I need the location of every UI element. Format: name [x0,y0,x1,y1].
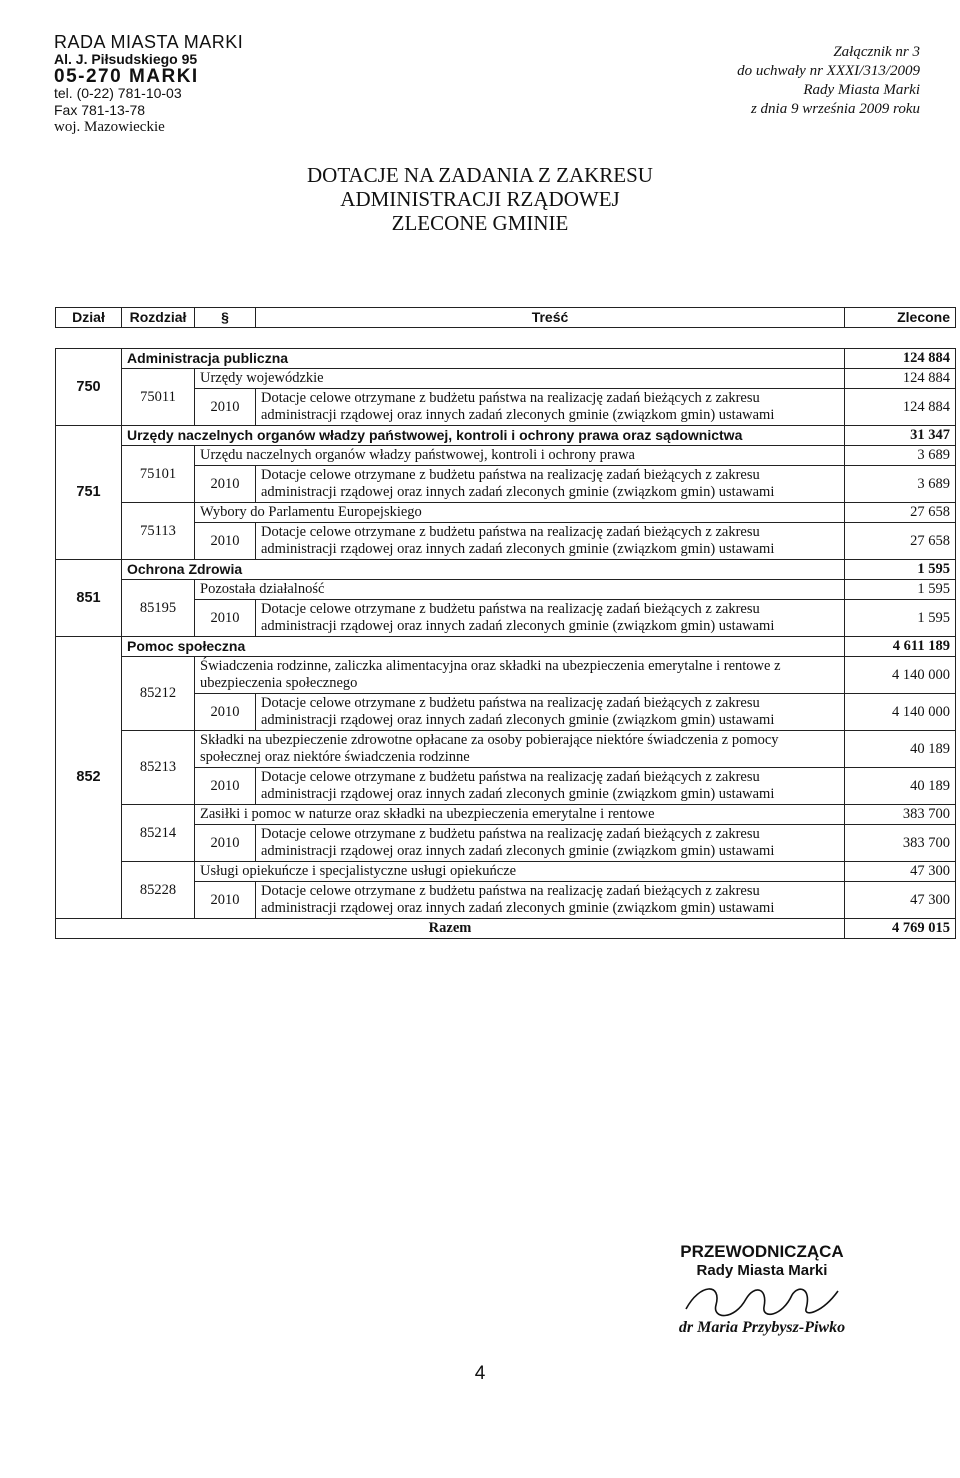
rozdzial-code: 75101 [122,446,195,503]
section-amount: 1 595 [845,560,956,580]
total-amount: 4 769 015 [845,919,956,939]
rozdzial-name: Świadczenia rodzinne, zaliczka alimentacyjna oraz składki na ubezpieczenia emerytalne i rentowe z ubezpieczenia społecznego [195,657,845,694]
rozdzial-name: Usługi opiekuńcze i specjalistyczne usługi opiekuńcze [195,862,845,882]
header-tresc: Treść [256,308,845,328]
paragraph-description: Dotacje celowe otrzymane z budżetu państwa na realizację zadań bieżących z zakresu administracji rządowej oraz innych zadań zleconych gminie (związkom gmin) ustawami [256,694,845,731]
rozdzial-code: 85213 [122,731,195,805]
table-row [56,446,956,466]
stamp-line: woj. Mazowieckie [54,119,165,135]
rozdzial-amount: 27 658 [845,503,956,523]
stamp-line: Al. J. Piłsudskiego 95 [54,51,198,67]
table-row [56,637,956,657]
paragraph-code: 2010 [195,523,256,560]
rozdzial-code: 85195 [122,580,195,637]
section-name: Administracja publiczna [122,349,845,369]
rozdzial-amount: 124 884 [845,369,956,389]
paragraph-code: 2010 [195,825,256,862]
section-name: Urzędy naczelnych organów władzy państwowej, kontroli i ochrony prawa oraz sądownictwa [122,426,845,446]
rozdzial-name: Pozostała działalność [195,580,845,600]
rozdzial-name: Wybory do Parlamentu Europejskiego [195,503,845,523]
paragraph-amount: 47 300 [845,882,956,919]
paragraph-description: Dotacje celowe otrzymane z budżetu państwa na realizację zadań bieżących z zakresu administracji rządowej oraz innych zadań zleconych gminie (związkom gmin) ustawami [256,466,845,503]
table-row [56,731,956,768]
dzial-851: 851 [56,560,122,637]
paragraph-description: Dotacje celowe otrzymane z budżetu państwa na realizację zadań bieżących z zakresu administracji rządowej oraz innych zadań zleconych gminie (związkom gmin) ustawami [256,389,845,426]
table-row [56,580,956,600]
section-amount: 31 347 [845,426,956,446]
title-line: DOTACJE NA ZADANIA Z ZAKRESU [307,163,653,187]
stamp-line: RADA MIASTA MARKI [54,32,244,52]
header-dzial: Dział [56,308,122,328]
rozdzial-code: 75113 [122,503,195,560]
rozdzial-name: Urzędy wojewódzkie [195,369,845,389]
table-row [56,369,956,389]
stamp-line: tel. (0-22) 781-10-03 [54,85,182,101]
header-zlecone: Zlecone [845,308,956,328]
table-header-row [56,308,956,328]
section-name: Ochrona Zdrowia [122,560,845,580]
signature-block [612,1242,912,1337]
header-rozdzial: Rozdział [122,308,195,328]
rozdzial-code: 85214 [122,805,195,862]
rozdzial-code: 75011 [122,369,195,426]
table-row [56,862,956,882]
rozdzial-name: Zasiłki i pomoc w naturze oraz składki na ubezpieczenia emerytalne i rentowe [195,805,845,825]
paragraph-description: Dotacje celowe otrzymane z budżetu państwa na realizację zadań bieżących z zakresu administracji rządowej oraz innych zadań zleconych gminie (związkom gmin) ustawami [256,600,845,637]
dzial-751: 751 [56,426,122,560]
annex-note [737,43,920,119]
header-paragraph: § [195,308,256,328]
dzial-750: 750 [56,349,122,426]
rozdzial-amount: 383 700 [845,805,956,825]
rozdzial-amount: 1 595 [845,580,956,600]
signatory-name: dr Maria Przybysz-Piwko [678,1319,846,1336]
table-row [56,805,956,825]
title-line: ADMINISTRACJI RZĄDOWEJ [340,187,620,211]
signature-council: Rady Miasta Marki [696,1262,828,1279]
paragraph-amount: 4 140 000 [845,694,956,731]
rozdzial-name: Urzędu naczelnych organów władzy państwowej, kontroli i ochrony prawa [195,446,845,466]
council-stamp [54,34,243,136]
paragraph-code: 2010 [195,768,256,805]
annex-line: do uchwały nr XXXI/313/2009 [737,63,920,79]
total-row [56,919,956,939]
paragraph-amount: 27 658 [845,523,956,560]
paragraph-amount: 40 189 [845,768,956,805]
stamp-line: Fax 781-13-78 [54,102,146,118]
paragraph-code: 2010 [195,882,256,919]
section-name: Pomoc społeczna [122,637,845,657]
paragraph-amount: 124 884 [845,389,956,426]
signature-title: PRZEWODNICZĄCA [680,1242,844,1261]
stamp-line: 05-270 MARKI [54,66,199,87]
table-row [56,560,956,580]
rozdzial-amount: 40 189 [845,731,956,768]
paragraph-description: Dotacje celowe otrzymane z budżetu państwa na realizację zadań bieżących z zakresu administracji rządowej oraz innych zadań zleconych gminie (związkom gmin) ustawami [256,825,845,862]
paragraph-code: 2010 [195,466,256,503]
section-amount: 124 884 [845,349,956,369]
spacer-row [56,328,956,349]
paragraph-code: 2010 [195,600,256,637]
paragraph-description: Dotacje celowe otrzymane z budżetu państwa na realizację zadań bieżących z zakresu administracji rządowej oraz innych zadań zleconych gminie (związkom gmin) ustawami [256,768,845,805]
rozdzial-amount: 3 689 [845,446,956,466]
table-row [56,657,956,694]
page-number: 4 [474,1363,486,1384]
paragraph-code: 2010 [195,694,256,731]
annex-line: Załącznik nr 3 [833,44,920,60]
table-row [56,349,956,369]
rozdzial-code: 85212 [122,657,195,731]
table-row [56,426,956,446]
dzial-852: 852 [56,637,122,919]
section-amount: 4 611 189 [845,637,956,657]
rozdzial-amount: 47 300 [845,862,956,882]
paragraph-amount: 3 689 [845,466,956,503]
annex-line: Rady Miasta Marki [803,82,920,98]
paragraph-description: Dotacje celowe otrzymane z budżetu państwa na realizację zadań bieżących z zakresu administracji rządowej oraz innych zadań zleconych gminie (związkom gmin) ustawami [256,523,845,560]
annex-line: z dnia 9 września 2009 roku [750,101,920,117]
paragraph-description: Dotacje celowe otrzymane z budżetu państwa na realizację zadań bieżących z zakresu administracji rządowej oraz innych zadań zleconych gminie (związkom gmin) ustawami [256,882,845,919]
rozdzial-name: Składki na ubezpieczenie zdrowotne opłacane za osoby pobierające niektóre świadczenia z pomocy społecznej oraz niektóre świadczenia rodzinne [195,731,845,768]
document-title [0,163,960,235]
paragraph-amount: 383 700 [845,825,956,862]
rozdzial-code: 85228 [122,862,195,919]
table-row [56,503,956,523]
rozdzial-amount: 4 140 000 [845,657,956,694]
title-line: ZLECONE GMINIE [391,211,569,235]
paragraph-amount: 1 595 [845,600,956,637]
total-label: Razem [56,919,845,939]
paragraph-code: 2010 [195,389,256,426]
budget-table [55,307,956,939]
